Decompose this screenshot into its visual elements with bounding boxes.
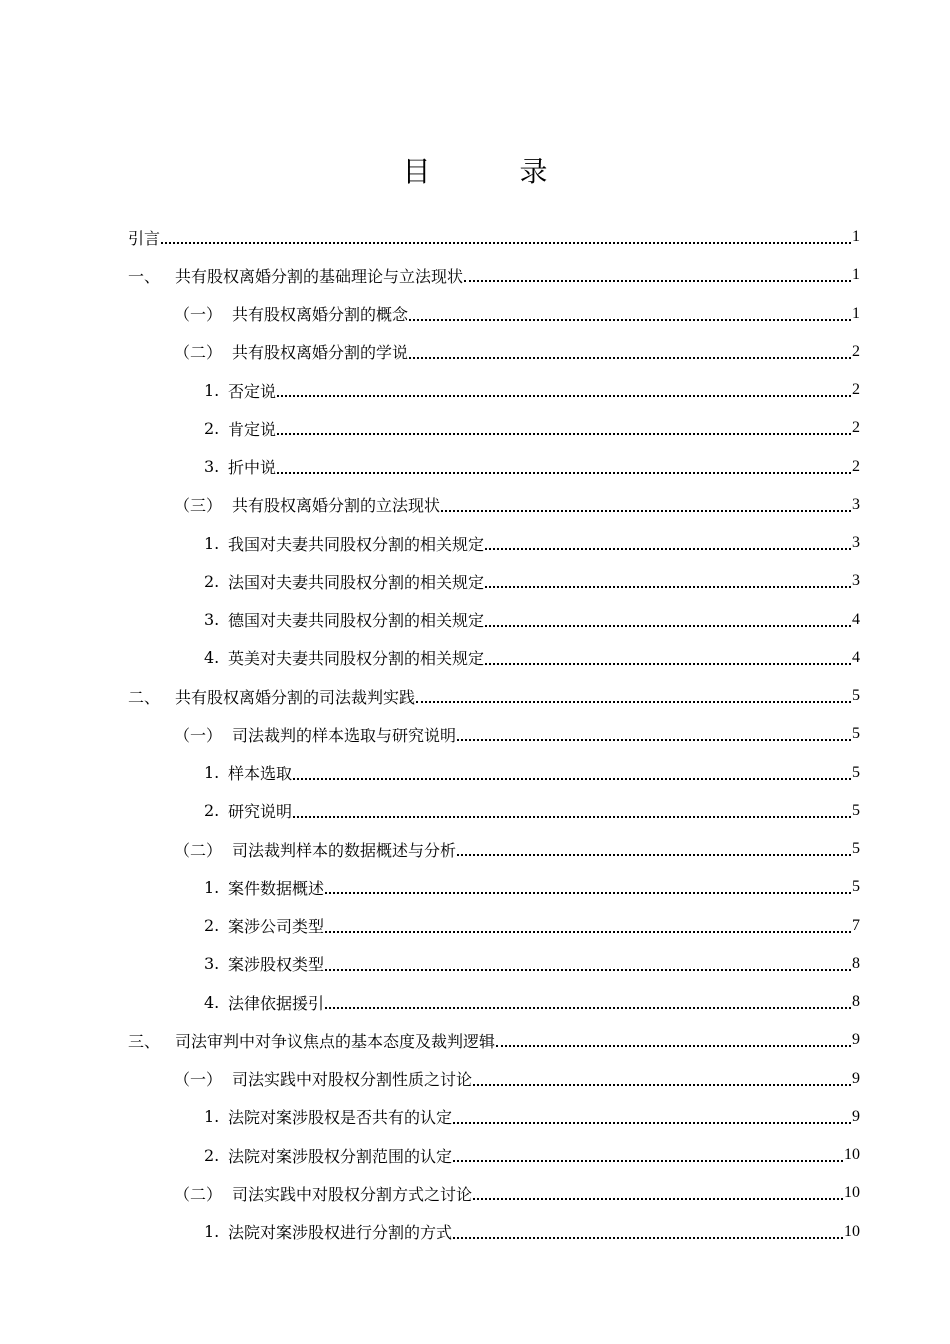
toc-entry[interactable] — [174, 295, 860, 333]
toc-entry-number: （一） — [174, 305, 223, 324]
toc-entry-page: 5 — [852, 763, 860, 781]
toc-entry-title: 司法实践中对股权分割性质之讨论 — [232, 1070, 473, 1089]
dot-leader — [161, 241, 851, 244]
toc-entry-number: 3. — [204, 457, 220, 476]
dot-leader — [453, 1121, 851, 1124]
dot-leader — [416, 700, 851, 703]
dot-leader — [441, 509, 851, 512]
toc-entry-title: 司法裁判的样本选取与研究说明 — [232, 725, 457, 745]
toc-entry-page: 10 — [844, 1222, 860, 1240]
toc-entry-page: 3 — [852, 572, 860, 590]
toc-entry-number: （一） — [174, 725, 223, 745]
toc-entry[interactable] — [204, 945, 860, 983]
toc-entry-number: 1. — [204, 763, 220, 782]
toc-entry-number: （二） — [174, 1184, 223, 1204]
toc-entry[interactable] — [174, 830, 860, 868]
toc-entry-number: 4. — [204, 992, 220, 1012]
toc-entry-title: 法院对案涉股权是否共有的认定 — [228, 1108, 453, 1128]
toc-entry[interactable] — [204, 601, 860, 639]
dot-leader — [473, 1197, 843, 1200]
toc-entry-page: 5 — [852, 878, 860, 896]
toc-entry-page: 3 — [852, 495, 860, 513]
toc-entry-title: 折中说 — [228, 458, 277, 477]
toc-entry-page: 2 — [852, 342, 860, 360]
toc-entry-number: 1. — [204, 1222, 220, 1241]
toc-entry[interactable] — [204, 639, 860, 677]
toc-entry[interactable] — [128, 256, 860, 294]
toc-entry-page: 4 — [852, 610, 860, 628]
dot-leader — [457, 738, 851, 741]
dot-leader — [277, 394, 851, 397]
toc-entry-number: 2. — [204, 571, 220, 591]
toc-entry-title: 我国对夫妻共同股权分割的相关规定 — [228, 534, 485, 554]
toc-entry-title: 样本选取 — [228, 764, 293, 783]
toc-entry[interactable] — [204, 1098, 860, 1136]
dot-leader — [457, 853, 851, 856]
toc-entry-number: 三、 — [128, 1031, 161, 1051]
toc-entry-title: 司法审判中对争议焦点的基本态度及裁判逻辑 — [175, 1031, 496, 1051]
toc-entry-title: 否定说 — [228, 381, 277, 401]
toc-entry-title: 英美对夫妻共同股权分割的相关规定 — [228, 649, 485, 669]
toc-entry-title: 司法实践中对股权分割方式之讨论 — [232, 1184, 473, 1204]
toc-entry[interactable] — [204, 562, 860, 600]
toc-entry-title: 共有股权离婚分割的基础理论与立法现状 — [175, 266, 464, 286]
toc-entry-title: 共有股权离婚分割的司法裁判实践 — [175, 687, 416, 707]
toc-entry-title: 共有股权离婚分割的学说 — [232, 343, 409, 363]
dot-leader — [293, 815, 851, 818]
toc-entry-title: 法国对夫妻共同股权分割的相关规定 — [228, 572, 485, 592]
dot-leader — [325, 930, 851, 933]
toc-entry[interactable] — [204, 907, 860, 945]
dot-leader — [485, 585, 851, 588]
dot-leader — [485, 662, 851, 665]
dot-leader — [496, 1044, 851, 1047]
toc-entry-number: 3. — [204, 610, 220, 629]
toc-entry-number: 1. — [204, 877, 220, 897]
toc-entry[interactable] — [204, 868, 860, 906]
toc-entry[interactable] — [174, 1060, 860, 1098]
toc-entry-page: 9 — [852, 1107, 860, 1125]
toc-entry-title: 法院对案涉股权进行分割的方式 — [228, 1223, 453, 1242]
toc-entry[interactable] — [128, 677, 860, 715]
toc-entry-page: 2 — [852, 457, 860, 475]
toc-entry-title: 肯定说 — [228, 419, 277, 439]
toc-entry-page: 7 — [852, 916, 860, 934]
toc-entry[interactable] — [204, 409, 860, 447]
toc-entry[interactable] — [128, 218, 860, 256]
toc-entry-number: 2. — [204, 418, 220, 438]
toc-entry-page: 5 — [852, 840, 860, 857]
toc-entry[interactable] — [128, 1021, 860, 1059]
toc-entry-page: 3 — [852, 534, 860, 551]
toc-entry-title: 研究说明 — [228, 802, 293, 822]
toc-entry-page: 8 — [852, 954, 860, 972]
toc-entry-page: 9 — [852, 1031, 860, 1049]
toc-entry-number: 一、 — [128, 266, 161, 286]
toc-entry-page: 2 — [852, 381, 860, 398]
toc-entry-page: 1 — [852, 266, 860, 284]
dot-leader — [485, 547, 851, 550]
toc-entry-page: 8 — [852, 993, 860, 1010]
toc-entry-number: （二） — [174, 840, 223, 860]
toc-entry-page: 5 — [852, 725, 860, 743]
toc-entry[interactable] — [204, 448, 860, 486]
toc-entry-number: 2. — [204, 801, 220, 821]
toc-entry-title: 引言 — [128, 228, 161, 248]
dot-leader — [409, 318, 851, 321]
toc-entry-number: 3. — [204, 954, 220, 974]
toc-entry[interactable] — [174, 715, 860, 753]
toc-entry[interactable] — [204, 754, 860, 792]
toc-entry[interactable] — [174, 486, 860, 524]
dot-leader — [293, 777, 851, 780]
toc-entry-page: 1 — [852, 304, 860, 322]
dot-leader — [277, 471, 851, 474]
toc-entry-title: 法院对案涉股权分割范围的认定 — [228, 1146, 453, 1166]
toc-entry[interactable] — [204, 524, 860, 562]
toc-entry-title: 案件数据概述 — [228, 878, 325, 898]
toc-entry-page: 5 — [852, 801, 860, 819]
toc-entry[interactable] — [174, 1174, 860, 1212]
toc-entry-title: 共有股权离婚分割的概念 — [232, 305, 409, 324]
toc-entry-number: 2. — [204, 916, 220, 935]
toc-entry-page: 10 — [844, 1184, 860, 1202]
toc-entry[interactable] — [174, 333, 860, 371]
toc-entry-number: 1. — [204, 533, 220, 553]
page-title: 目 录 — [402, 155, 588, 188]
toc-entry-page: 2 — [852, 419, 860, 437]
toc-entry-number: （一） — [174, 1070, 223, 1089]
dot-leader — [325, 968, 851, 971]
toc-entry-number: 4. — [204, 648, 220, 668]
toc-entry-title: 司法裁判样本的数据概述与分析 — [232, 840, 457, 860]
toc-entry[interactable] — [204, 1136, 860, 1174]
toc-entry[interactable] — [204, 792, 860, 830]
toc-entry-title: 案涉股权类型 — [228, 955, 325, 975]
toc-entry-number: 1. — [204, 1107, 220, 1127]
toc-entry-number: （二） — [174, 343, 223, 363]
toc-entry-page: 9 — [852, 1069, 860, 1087]
toc-entry-page: 4 — [852, 648, 860, 666]
toc-entry-title: 德国对夫妻共同股权分割的相关规定 — [228, 611, 485, 630]
dot-leader — [485, 624, 851, 627]
toc-entry-title: 案涉公司类型 — [228, 917, 325, 936]
dot-leader — [325, 891, 851, 894]
dot-leader — [453, 1159, 843, 1162]
toc-entry[interactable] — [204, 983, 860, 1021]
toc-entry[interactable] — [204, 1213, 860, 1251]
dot-leader — [453, 1236, 843, 1239]
toc-entry-number: 1. — [204, 380, 220, 400]
toc-entry-title: 法律依据援引 — [228, 993, 325, 1013]
dot-leader — [409, 356, 851, 359]
dot-leader — [473, 1083, 851, 1086]
toc-entry-page: 5 — [852, 687, 860, 704]
dot-leader — [277, 432, 851, 435]
toc-entry-number: 二、 — [128, 687, 161, 707]
dot-leader — [325, 1006, 851, 1009]
toc-entry[interactable] — [204, 371, 860, 409]
toc-entry-number: （三） — [174, 496, 223, 516]
toc-entry-number: 2. — [204, 1145, 220, 1165]
toc-entry-page: 10 — [844, 1146, 860, 1163]
toc-entry-title: 共有股权离婚分割的立法现状 — [232, 496, 441, 516]
toc-entry-page: 1 — [852, 228, 860, 245]
dot-leader — [464, 279, 851, 282]
